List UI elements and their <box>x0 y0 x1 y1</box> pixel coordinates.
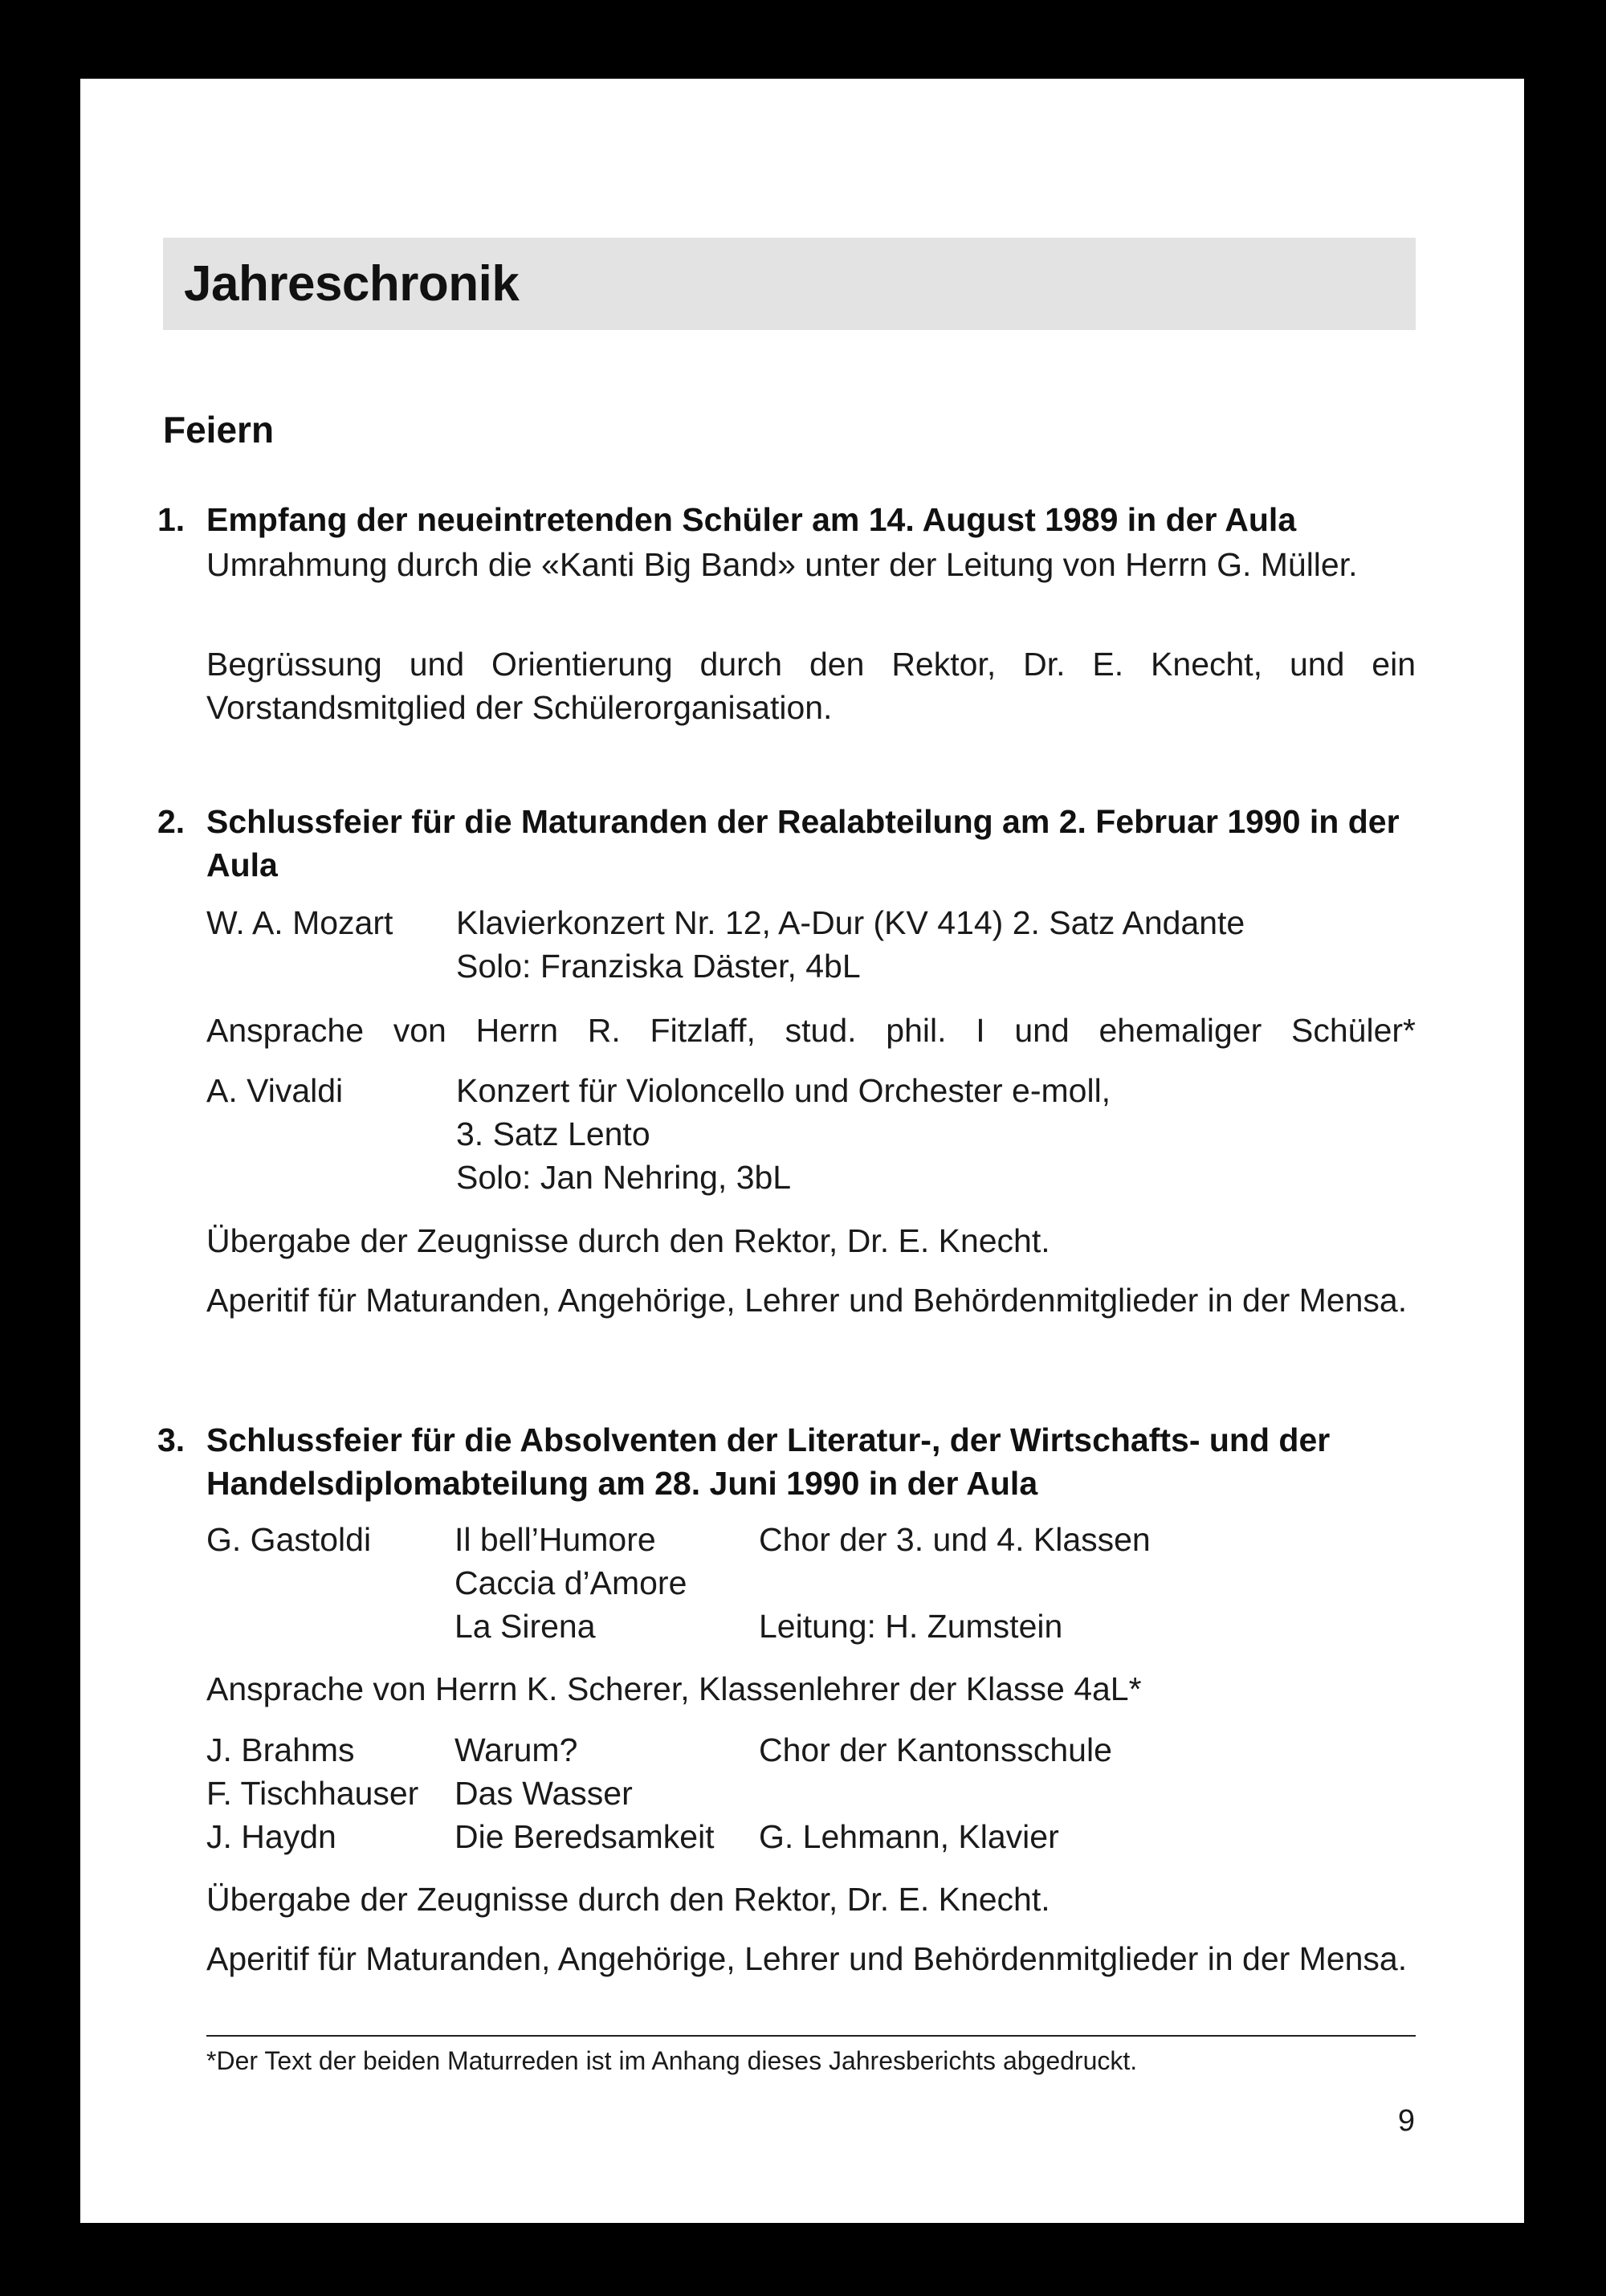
item-3-heading <box>157 1418 1416 1505</box>
program-performer: Chor der Kantonsschule <box>759 1731 1112 1768</box>
item-2-heading-text: Schlussfeier für die Maturanden der Realabteilung am 2. Februar 1990 in der Aula <box>206 803 1400 883</box>
footnote: *Der Text der beiden Maturreden ist im Anhang dieses Jahresberichts abgedruckt. <box>206 2046 1138 2075</box>
item-2-aperitif: Aperitif für Maturanden, Angehörige, Lehrer und Behördenmitglieder in der Mensa. <box>206 1282 1408 1319</box>
footnote-divider <box>206 2035 1416 2037</box>
program-performer: G. Lehmann, Klavier <box>759 1818 1059 1855</box>
item-1-para-1: Umrahmung durch die «Kanti Big Band» unter der Leitung von Herrn G. Müller. <box>206 546 1358 583</box>
item-2-mozart-line-2: Solo: Franziska Däster, 4bL <box>456 948 861 985</box>
program-piece: Die Beredsamkeit <box>454 1818 715 1855</box>
item-3-certificates: Übergabe der Zeugnisse durch den Rektor, Dr. E. Knecht. <box>206 1881 1050 1918</box>
program-piece: Warum? <box>454 1731 578 1768</box>
item-2-vivaldi-line-2: 3. Satz Lento <box>456 1115 650 1152</box>
page-title: Jahreschronik <box>184 256 520 312</box>
item-2-vivaldi-line-3: Solo: Jan Nehring, 3bL <box>456 1159 792 1196</box>
page-content <box>80 79 1524 2223</box>
item-2-vivaldi-composer: A. Vivaldi <box>206 1072 344 1109</box>
section-title: Feiern <box>163 409 275 451</box>
item-3-number: 3. <box>157 1421 185 1458</box>
item-3-gastoldi-piece-1: Il bell’Humore <box>454 1521 656 1558</box>
item-2-certificates: Übergabe der Zeugnisse durch den Rektor, Dr. E. Knecht. <box>206 1222 1050 1259</box>
item-2-vivaldi-line-1: Konzert für Violoncello und Orchester e-moll, <box>456 1072 1111 1109</box>
program-composer: J. Brahms <box>206 1731 355 1768</box>
item-3-gastoldi-leader: Leitung: H. Zumstein <box>759 1608 1063 1645</box>
item-3-speech: Ansprache von Herrn K. Scherer, Klassenlehrer der Klasse 4aL* <box>206 1670 1142 1707</box>
item-3-aperitif: Aperitif für Maturanden, Angehörige, Lehrer und Behördenmitglieder in der Mensa. <box>206 1940 1408 1977</box>
item-3-gastoldi-composer: G. Gastoldi <box>206 1521 372 1558</box>
item-2-number: 2. <box>157 803 185 840</box>
item-3-heading-text: Schlussfeier für die Absolventen der Literatur-, der Wirtschafts- und der Handelsdiplomabteilung am 28. Juni 1990 in der Aula <box>206 1421 1331 1502</box>
item-1-heading-text: Empfang der neueintretenden Schüler am 14. August 1989 in der Aula <box>206 501 1297 538</box>
item-3-gastoldi-piece-3: La Sirena <box>454 1608 596 1645</box>
item-2-mozart-line-1: Klavierkonzert Nr. 12, A-Dur (KV 414) 2. Satz Andante <box>456 904 1245 941</box>
item-3-gastoldi-performer: Chor der 3. und 4. Klassen <box>759 1521 1151 1558</box>
item-1-number: 1. <box>157 501 185 538</box>
title-banner <box>163 238 1416 330</box>
item-3-gastoldi-piece-2: Caccia d’Amore <box>454 1564 687 1601</box>
item-2-heading <box>157 800 1416 887</box>
program-piece: Das Wasser <box>454 1775 633 1812</box>
item-1-para-2: Begrüssung und Orientierung durch den Rektor, Dr. E. Knecht, und ein Vorstandsmitglied der Schülerorganisation. <box>206 646 1416 726</box>
item-2-speech: Ansprache von Herrn R. Fitzlaff, stud. phil. I und ehemaliger Schüler* <box>206 1012 1416 1049</box>
program-composer: J. Haydn <box>206 1818 336 1855</box>
program-composer: F. Tischhauser <box>206 1775 419 1812</box>
item-2-mozart-composer: W. A. Mozart <box>206 904 393 941</box>
document-page <box>80 79 1524 2223</box>
page-number: 9 <box>1397 2104 1415 2138</box>
